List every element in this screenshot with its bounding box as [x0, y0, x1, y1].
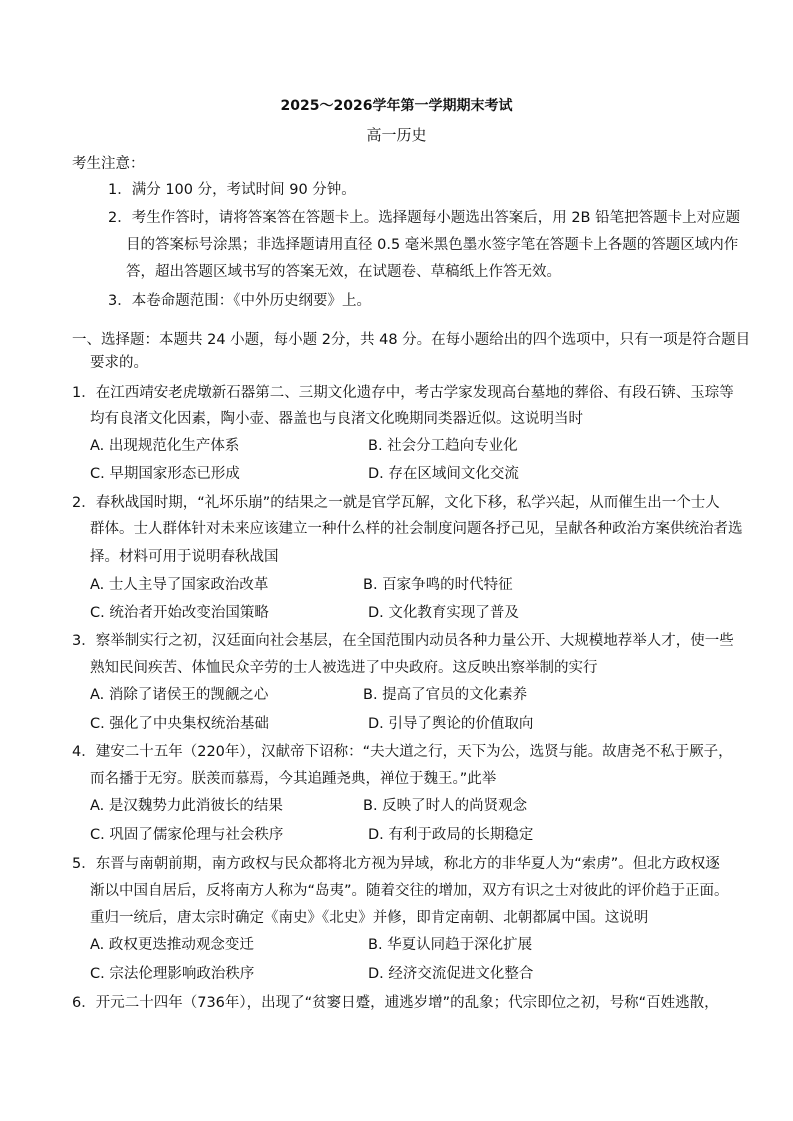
option-c: C. 强化了中央集权统治基础 [90, 716, 269, 732]
question-stem: 6．开元二十四年（736年），出现了“贫窭日蹙，逋逃岁增”的乱象；代宗即位之初，号称“百姓逃散， [72, 995, 719, 1011]
question-stem: 1．在江西靖安老虎墩新石器第二、三期文化遗存中，考古学家发现高台墓地的葬俗、有段石锛、玉琮等 [72, 385, 734, 401]
notice-heading: 考生注意： [72, 156, 145, 172]
notice-line: 1．满分 100 分，考试时间 90 分钟。 [108, 182, 356, 198]
notice-line: 目的答案标号涂黑；非选择题请用直径 0.5 毫米黑色墨水签字笔在答题卡上各题的答题区域内作 [126, 237, 739, 253]
question-stem: 3．察举制实行之初，汉廷面向社会基层，在全国范围内动员各种力量公开、大规模地荐举人才，使一些 [72, 633, 734, 649]
section-heading-cont: 要求的。 [90, 355, 148, 371]
question-stem: 5．东晋与南朝前期，南方政权与民众都将北方视为异域，称北方的非华夏人为“索虏”。但北方政权逐 [72, 856, 720, 872]
question-stem: 群体。士人群体针对未来应该建立一种什么样的社会制度问题各抒己见，呈献各种政治方案供统治者选 [90, 521, 743, 537]
option-d: D. 经济交流促进文化整合 [368, 966, 534, 982]
section-heading: 一、选择题：本题共 24 小题，每小题 2分，共 48 分。在每小题给出的四个选项中，只有一项是符合题目 [72, 332, 751, 348]
exam-subject: 高一历史 [366, 126, 427, 144]
notice-line: 答，超出答题区域书写的答案无效，在试题卷、草稿纸上作答无效。 [126, 264, 561, 280]
option-c: C. 巩固了儒家伦理与社会秩序 [90, 827, 284, 843]
option-a: A. 士人主导了国家政治改革 [90, 577, 269, 593]
option-d: D. 文化教育实现了普及 [368, 605, 519, 621]
option-b: B. 华夏认同趋于深化扩展 [368, 937, 533, 953]
question-stem: 2．春秋战国时期，“礼坏乐崩”的结果之一就是官学瓦解，文化下移，私学兴起，从而催生出一个士人 [72, 495, 720, 511]
exam-title: 2025～2026学年第一学期期末考试 [280, 98, 513, 114]
question-stem: 重归一统后，唐太宗时确定《南史》《北史》并修，即肯定南朝、北朝都属中国。这说明 [90, 910, 649, 926]
notice-line: 2．考生作答时，请将答案答在答题卡上。选择题每小题选出答案后，用 2B 铅笔把答题卡上对应题 [108, 210, 741, 226]
option-d: D. 存在区域间文化交流 [368, 466, 519, 482]
option-a: A. 政权更迭推动观念变迁 [90, 937, 254, 953]
question-stem: 4．建安二十五年（220年），汉献帝下诏称：“夫大道之行，天下为公，选贤与能。故唐尧不私于厥子， [72, 744, 733, 760]
option-b: B. 百家争鸣的时代特征 [363, 577, 513, 593]
question-stem: 均有良渚文化因素，陶小壶、器盖也与良渚文化晚期同类器近似。这说明当时 [90, 411, 583, 427]
question-stem: 择。材料可用于说明春秋战国 [90, 549, 279, 565]
option-b: B. 社会分工趋向专业化 [368, 438, 518, 454]
option-b: B. 提高了官员的文化素养 [363, 687, 528, 703]
question-stem: 而名播于无穷。朕羡而慕焉，今其追踵尧典，禅位于魏王。”此举 [90, 771, 497, 787]
option-d: D. 有利于政局的长期稳定 [368, 827, 534, 843]
option-c: C. 统治者开始改变治国策略 [90, 605, 269, 621]
option-a: A. 是汉魏势力此消彼长的结果 [90, 798, 283, 814]
option-c: C. 早期国家形态已形成 [90, 466, 240, 482]
option-d: D. 引导了舆论的价值取向 [368, 716, 534, 732]
option-a: A. 出现规范化生产体系 [90, 438, 240, 454]
notice-line: 3．本卷命题范围：《中外历史纲要》上。 [108, 293, 371, 309]
option-b: B. 反映了时人的尚贤观念 [363, 798, 528, 814]
question-stem: 熟知民间疾苦、体恤民众辛劳的士人被选进了中央政府。这反映出察举制的实行 [90, 660, 598, 676]
option-a: A. 消除了诸侯王的觊觎之心 [90, 687, 269, 703]
option-c: C. 宗法伦理影响政治秩序 [90, 966, 255, 982]
question-stem: 渐以中国自居后，反将南方人称为“岛夷”。随着交往的增加，双方有识之士对彼此的评价趋于正面。 [90, 883, 729, 899]
